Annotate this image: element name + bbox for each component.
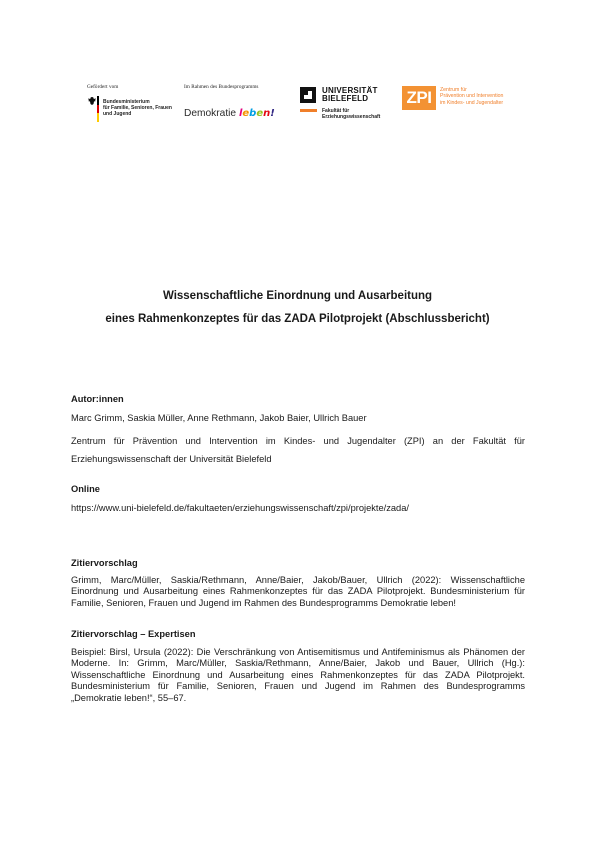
online-url-link[interactable] (71, 503, 525, 514)
project-url[interactable]: https://www.uni-bielefeld.de/fakultaeten/erziehungswissenschaft/zpi/projekte/zada/ (71, 503, 409, 513)
uni-bielefeld-mark-icon (300, 87, 316, 103)
citation-text: Grimm, Marc/Müller, Saskia/Rethmann, Anne/Baier, Jakob/Bauer, Ullrich (2022): Wissenschaftliche Einordnung und Ausarbeitung eines Rahmenkonzeptes für das ZADA Pilotprojekt. Bundesministerium für Familie, Senioren, Frauen und Jugend im Rahmen des Bundesprogramms Demokratie leben! (71, 575, 525, 608)
demokratie-word: Demokratie (184, 108, 237, 119)
leben-letter: l (238, 108, 243, 119)
leben-letter: e (256, 108, 264, 119)
demokratie-leben-wordmark (184, 108, 275, 119)
program-caption: Im Rahmen des Bundesprogramms (184, 84, 259, 90)
ministry-line-1: Bundesministerium (103, 99, 150, 105)
faculty-line-2: Erziehungswissenschaft (322, 114, 381, 120)
online-heading: Online (71, 484, 100, 494)
zpi-line-1: Zentrum für (440, 87, 467, 93)
bmfsfj-logo (87, 84, 177, 118)
demokratie-leben-logo (184, 84, 284, 119)
authors-heading: Autor:innen (71, 394, 124, 404)
report-title-line-1: Wissenschaftliche Einordnung und Ausarbeitung (162, 290, 433, 302)
leben-letter: b (249, 108, 257, 119)
flag-stripe-gold (97, 113, 99, 122)
zpi-line-3: im Kindes- und Jugendalter (440, 99, 504, 106)
zpi-full-name (440, 87, 525, 106)
faculty-accent-bar (300, 109, 317, 112)
citation-heading: Zitiervorschlag (71, 558, 138, 568)
funding-caption: Gefördert vom (87, 84, 119, 90)
leben-letter: ! (270, 108, 275, 119)
ministry-line-3: und Jugend (103, 111, 132, 118)
authors-affiliation: Zentrum für Prävention und Intervention im Kindes- und Jugendalter (ZPI) an der Fakultät für Erziehungswissenschaft der Universität Bielefeld (71, 436, 525, 464)
university-line-1: UNIVERSITÄT (322, 86, 378, 95)
faculty-name (322, 108, 380, 120)
leben-word (239, 108, 275, 119)
report-title-line-2: eines Rahmenkonzeptes für das ZADA Pilotprojekt (Abschlussbericht) (105, 313, 490, 325)
faculty-line-1: Fakultät für (322, 108, 350, 114)
ministry-name (103, 99, 173, 118)
zpi-acronym: ZPI (402, 86, 436, 110)
authors-names: Marc Grimm, Saskia Müller, Anne Rethmann, Jakob Baier, Ullrich Bauer (71, 413, 367, 423)
citation-expertise-text: Beispiel: Birsl, Ursula (2022): Die Verschränkung von Antisemitismus und Antifeminismus als Phänomen der Moderne. In: Grimm, Marc/Müller, Saskia/Rethmann, Anne/Baier, Jakob und Bauer, Ullrich (Hg.): Wissenschaftliche Einordnung und Ausarbeitung eines Rahmenkonzeptes für das ZADA Pilotprojekt. Bundesministerium für Familie, Senioren, Frauen und Jugend im Rahmen des Bundesprogramms „Demokratie leben!“, 55–67. (71, 647, 525, 703)
ministry-line-2: für Familie, Senioren, Frauen (103, 105, 172, 112)
university-line-2: BIELEFELD (322, 94, 369, 104)
leben-letter: e (242, 108, 250, 119)
flag-stripe-red (97, 105, 99, 114)
citation-expertise-heading: Zitiervorschlag – Expertisen (71, 629, 196, 639)
leben-letter: n (263, 108, 271, 119)
flag-stripe-black (97, 96, 99, 105)
zpi-line-2: Prävention und Intervention (440, 93, 504, 100)
university-name (322, 87, 378, 104)
federal-eagle-icon (87, 96, 97, 106)
german-flag-bar (97, 96, 99, 122)
